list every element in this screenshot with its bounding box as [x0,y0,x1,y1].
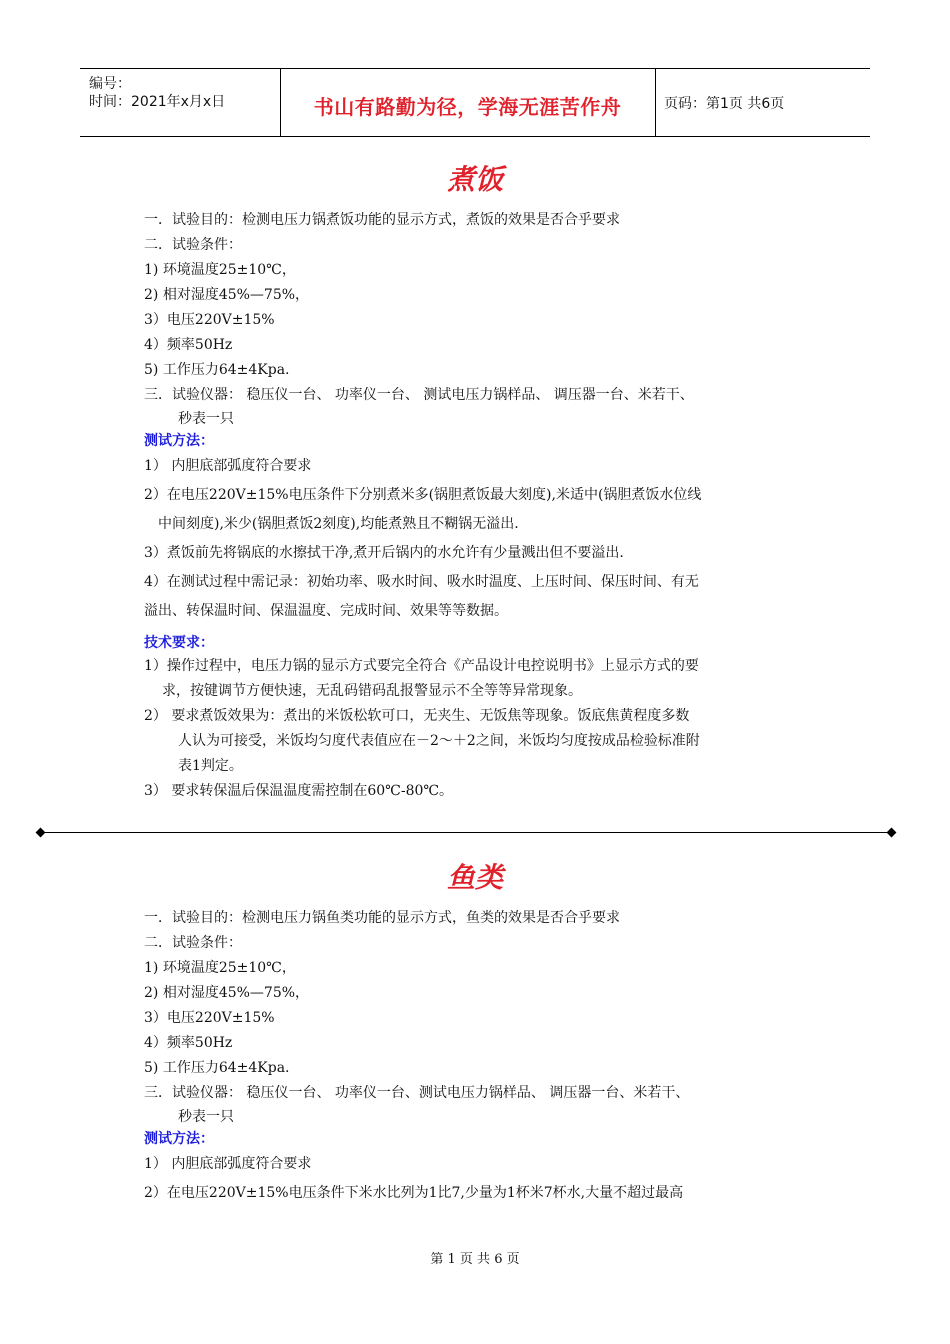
header-motto: 书山有路勤为径，学海无涯苦作舟 [313,95,622,119]
method-item: 1） 内胆底部弧度符合要求 [144,1156,312,1172]
method-item: 2）在电压220V±15%电压条件下米水比列为1比7,少量为1杯米7杯水,大量不超过最高 [144,1185,684,1201]
method-item: 4）在测试过程中需记录：初始功率、吸水时间、吸水时温度、上压时间、保压时间、有无 [144,574,699,590]
instruments-line: 三．试验仪器： 稳压仪一台、 功率仪一台、 测试电压力锅样品、 调压器一台、米若干、 [144,387,694,403]
purpose-line: 一．试验目的：检测电压力锅鱼类功能的显示方式，鱼类的效果是否合乎要求 [144,910,620,926]
section-title-rice: 煮饭 [446,163,503,196]
instruments-line: 三．试验仪器： 稳压仪一台、 功率仪一台、测试电压力锅样品、 调压器一台、米若干、 [144,1085,690,1101]
header-page-cell [655,69,871,136]
instruments-line: 秒表一只 [178,411,234,427]
tech-heading: 技术要求： [144,635,214,651]
section-divider [40,832,894,833]
instruments-line: 秒表一只 [178,1109,234,1125]
condition-item: 4）频率50Hz [144,1035,233,1051]
number-label: 编号： [89,76,131,92]
section-title-fish: 鱼类 [446,861,503,894]
conditions-label: 二．试验条件： [144,935,242,951]
condition-item: 1) 环境温度25±10℃， [144,262,296,278]
conditions-label: 二．试验条件： [144,237,242,253]
condition-item: 3）电压220V±15% [144,312,275,328]
condition-item: 4）频率50Hz [144,337,233,353]
tech-item: 求，按键调节方便快速，无乱码错码乱报警显示不全等等异常现象。 [162,683,582,699]
section-rice-body [144,208,814,804]
condition-item: 5) 工作压力64±4Kpa. [144,362,290,378]
condition-item: 5) 工作压力64±4Kpa. [144,1060,290,1076]
tech-item: 表1判定。 [178,758,243,774]
time-label: 时间：2021年x月x日 [89,94,226,110]
condition-item: 1) 环境温度25±10℃， [144,960,296,976]
method-item: 溢出、转保温时间、保温温度、完成时间、效果等等数据。 [144,603,508,619]
method-heading: 测试方法： [144,433,214,449]
condition-item: 2) 相对湿度45%—75%， [144,287,310,303]
divider-left-diamond [36,828,46,838]
method-item: 3）煮饭前先将锅底的水擦拭干净,煮开后锅内的水允许有少量溅出但不要溢出. [144,545,624,561]
method-item: 1） 内胆底部弧度符合要求 [144,458,312,474]
divider-right-diamond [887,828,897,838]
header-page-info: 页码：第1页 共6页 [664,96,785,112]
condition-item: 3）电压220V±15% [144,1010,275,1026]
purpose-line: 一．试验目的：检测电压力锅煮饭功能的显示方式，煮饭的效果是否合乎要求 [144,212,620,228]
section-fish-body [144,906,814,1208]
page-footer: 第 1 页 共 6 页 [430,1252,520,1267]
tech-item: 人认为可接受，米饭均匀度代表值应在－2～＋2之间，米饭均匀度按成品检验标准附 [178,733,700,749]
tech-item: 2） 要求煮饭效果为：煮出的米饭松软可口，无夹生、无饭焦等现象。饭底焦黄程度多数 [144,708,690,724]
method-heading: 测试方法： [144,1131,214,1147]
condition-item: 2) 相对湿度45%—75%， [144,985,310,1001]
header-meta-cell [80,69,281,136]
method-item: 中间刻度),米少(锅胆煮饭2刻度),均能煮熟且不糊锅无溢出. [158,516,519,532]
tech-item: 3） 要求转保温后保温温度需控制在60℃-80℃。 [144,783,454,799]
page-header [80,68,870,137]
method-item: 2）在电压220V±15%电压条件下分别煮米多(锅胆煮饭最大刻度),米适中(锅胆煮饭水位线 [144,487,702,503]
tech-item: 1）操作过程中，电压力锅的显示方式要完全符合《产品设计电控说明书》上显示方式的要 [144,658,699,674]
